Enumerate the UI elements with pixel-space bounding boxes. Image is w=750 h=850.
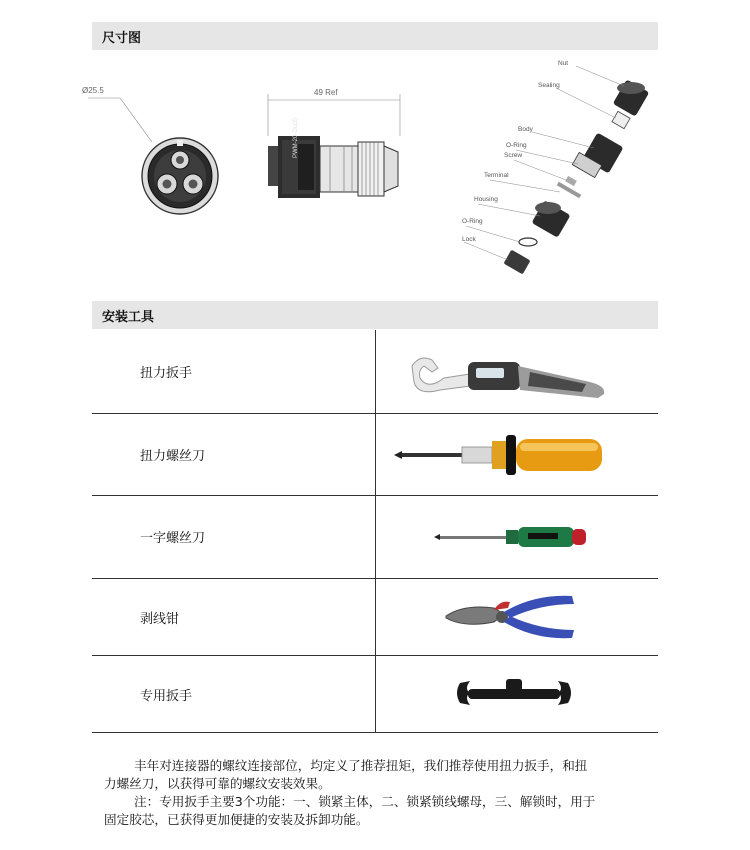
wire-stripper-icon bbox=[444, 590, 584, 648]
special-wrench-icon bbox=[454, 673, 574, 717]
tool-name: 专用扳手 bbox=[140, 689, 193, 704]
part-label-screw: Screw bbox=[504, 152, 523, 159]
table-row bbox=[92, 655, 658, 733]
part-label-oring-1: O-Ring bbox=[506, 142, 527, 149]
length-label: 49 Ref bbox=[314, 88, 338, 97]
side-view-drawing bbox=[258, 88, 408, 218]
part-label-terminal: Terminal bbox=[484, 172, 509, 179]
part-label-lock: Lock bbox=[462, 236, 476, 243]
table-row bbox=[92, 578, 658, 656]
connector-front-svg bbox=[80, 80, 220, 220]
notes-line-4: 固定胶芯，已获得更加便捷的安装及拆卸功能。 bbox=[104, 812, 369, 827]
dimensions-title: 尺寸图 bbox=[102, 31, 142, 46]
table-row bbox=[92, 413, 658, 496]
part-label-housing: Housing bbox=[474, 196, 498, 203]
torque-screwdriver-icon bbox=[392, 431, 612, 483]
notes-line-1: 丰年对连接器的螺纹连接部位，均定义了推荐扭矩，我们推荐使用扭力扳手，和扭 bbox=[134, 758, 588, 773]
tool-name: 一字螺丝刀 bbox=[140, 531, 206, 546]
tool-name: 扭力扳手 bbox=[140, 366, 193, 381]
part-label-sealing: Sealing bbox=[538, 82, 560, 89]
exploded-view-drawing bbox=[456, 58, 666, 288]
table-row bbox=[92, 330, 658, 414]
tools-title: 安装工具 bbox=[102, 310, 155, 325]
part-label-nut: Nut bbox=[558, 60, 569, 67]
flat-screwdriver-icon bbox=[432, 521, 592, 557]
tool-name: 剥线钳 bbox=[140, 612, 180, 627]
diameter-label: Ø25.5 bbox=[82, 86, 104, 95]
part-label-body: Body bbox=[518, 126, 533, 133]
table-row bbox=[92, 495, 658, 579]
torque-wrench-icon bbox=[410, 348, 610, 404]
tool-name: 扭力螺丝刀 bbox=[140, 449, 206, 464]
front-view-drawing bbox=[80, 80, 220, 220]
notes-line-3: 注：专用扳手主要3个功能：一、锁紧主体，二、锁紧锁线螺母，三、解锁时，用于 bbox=[134, 794, 596, 809]
notes-line-2: 力螺丝刀，以获得可靠的螺纹安装效果。 bbox=[104, 776, 331, 791]
part-label-oring-2: O-Ring bbox=[462, 218, 483, 225]
connector-side-svg bbox=[258, 88, 408, 218]
body-marking: PWM-20-Dc(2) bbox=[293, 118, 299, 158]
dimensions-section-header bbox=[92, 22, 658, 50]
tools-section-header bbox=[92, 301, 658, 329]
